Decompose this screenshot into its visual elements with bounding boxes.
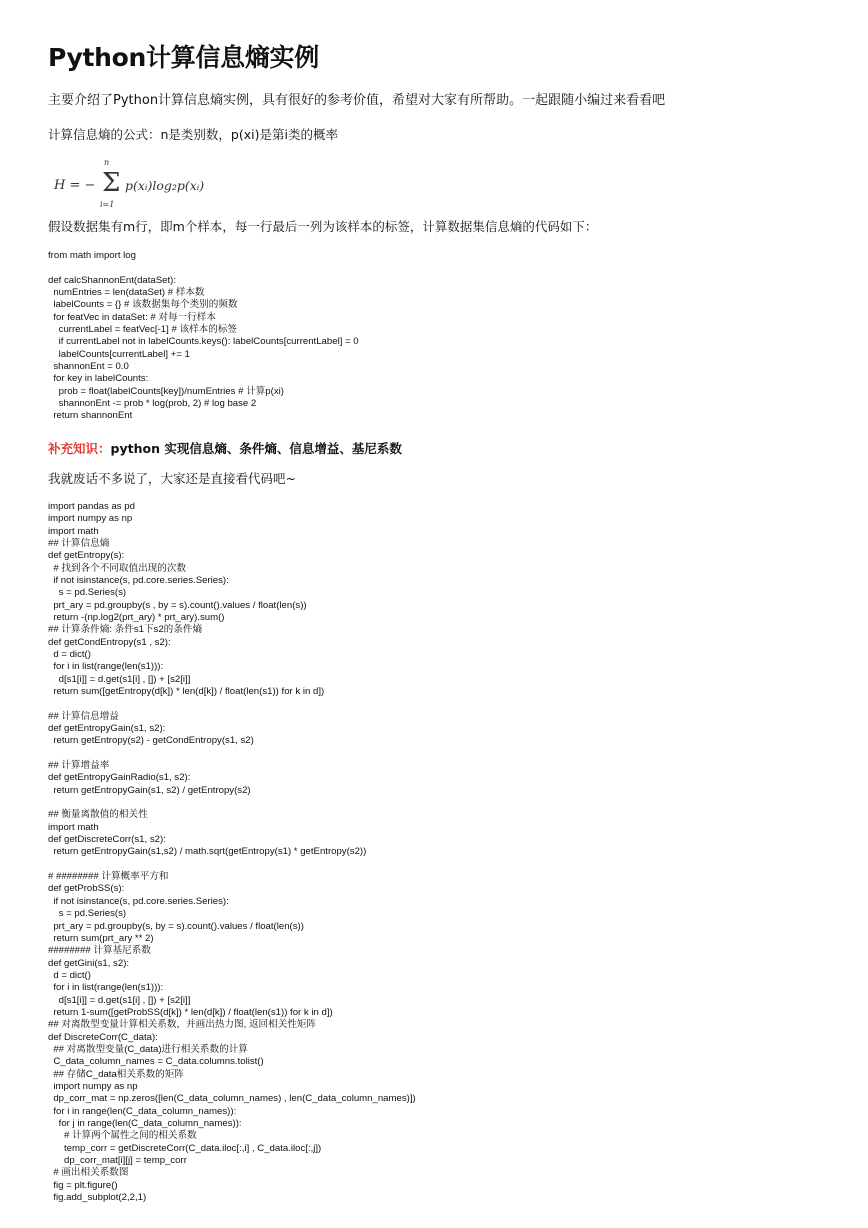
page-title: Python计算信息熵实例: [48, 43, 319, 72]
description-text: 假设数据集有m行，即m个样本，每一行最后一列为该样本的标签，计算数据集信息熵的代码如下：: [48, 219, 598, 234]
entropy-formula: [52, 154, 820, 214]
formula-lhs: H = −: [54, 178, 96, 193]
formula-rhs: p(xᵢ)log₂p(xᵢ): [125, 178, 205, 193]
code-block-entropy-functions: import pandas as pd import numpy as np import math ## 计算信息熵 def getEntropy(s): # 找到各个不同取值出现的次数 if not isinstance(s, pd.core.series.Series): s = pd.Series(s) prt_ary = pd.groupby(s , by = s).count().values / float(len(s)) return -(np.log2(prt_ary) * prt_ary).sum() ## 计算条件熵: 条件s1下s2的条件熵 def getCondEntropy(s1 , s2): d = dict() for i in list(range(len(s1))): d[s1[i]] = d.get(s1[i] , []) + [s2[i]] return sum([getEntropy(d[k]) * len(d[k]) / float(len(s1)) for k in d]) ## 计算信息增益 def getEntropyGain(s1, s2): return getEntropy(s2) - getCondEntropy(s1, s2) ## 计算增益率 def getEntropyGainRadio(s1, s2): return getEntropyGain(s1, s2) / getEntropy(s2) ## 衡量离散值的相关性 import math def getDiscreteCorr(s1, s2): return getEntropyGain(s1,s2) / math.sqrt(getEntropy(s1) * getEntropy(s2)) # ######## 计算概率平方和 def getProbSS(s): if not isinstance(s, pd.core.series.Series): s = pd.Series(s) prt_ary = pd.groupby(s, by = s).count().values / float(len(s)) return sum(prt_ary ** 2) ######## 计算基尼系数 def getGini(s1, s2): d = dict() for i in list(range(len(s1))): d[s1[i]] = d.get(s1[i] , []) + [s2[i]] return 1-sum([getProbSS(d[k]) * len(d[k]) / float(len(s1)) for k in d]) ## 对离散型变量计算相关系数，并画出热力图, 返回相关性矩阵 def DiscreteCorr(C_data): ## 对离散型变量(C_data)进行相关系数的计算 C_data_column_names = C_data.columns.tolist() ## 存储C_data相关系数的矩阵 import numpy as np dp_corr_mat = np.zeros([len(C_data_column_names) , len(C_data_column_names)]) for i in range(len(C_data_column_names)): for j in range(len(C_data_column_names)): # 计算两个属性之间的相关系数 temp_corr = getDiscreteCorr(C_data.iloc[:,i] , C_data.iloc[:,j]) dp_corr_mat[i][j] = temp_corr # 画出相关系数图 fig = plt.figure() fig.add_subplot(2,2,1): [48, 500, 416, 1204]
supplement-heading: [48, 439, 820, 457]
supplement-title: python 实现信息熵、条件熵、信息增益、基尼系数: [110, 440, 402, 456]
chat-text: 我就废话不多说了，大家还是直接看代码吧~: [48, 470, 296, 486]
formula-sum-top: n: [104, 158, 110, 167]
formula-sum-bottom: i=1: [100, 200, 115, 209]
supplement-label: 补充知识：: [48, 440, 111, 456]
sigma-symbol: Σ: [102, 168, 121, 198]
code-block-shannon: from math import log def calcShannonEnt(dataSet): numEntries = len(dataSet) # 样本数 labelCounts = {} # 该数据集每个类别的频数 for featVec in dataSet: # 对每一行样本 currentLabel = featVec[-1] # 该样本的标签 if currentLabel not in labelCounts.keys(): labelCounts[currentLabel] = 0 labelCounts[currentLabel] += 1 shannonEnt = 0.0 for key in labelCounts: prob = float(labelCounts[key])/numEntries # 计算p(xi) shannonEnt -= prob * log(prob, 2) # log base 2 return shannonEnt: [48, 250, 359, 422]
intro-text: 主要介绍了Python计算信息熵实例，具有很好的参考价值，希望对大家有所帮助。一起跟随小编过来看看吧: [48, 93, 666, 108]
formula-caption: 计算信息熵的公式：n是类别数，p(xi)是第i类的概率: [48, 127, 338, 142]
